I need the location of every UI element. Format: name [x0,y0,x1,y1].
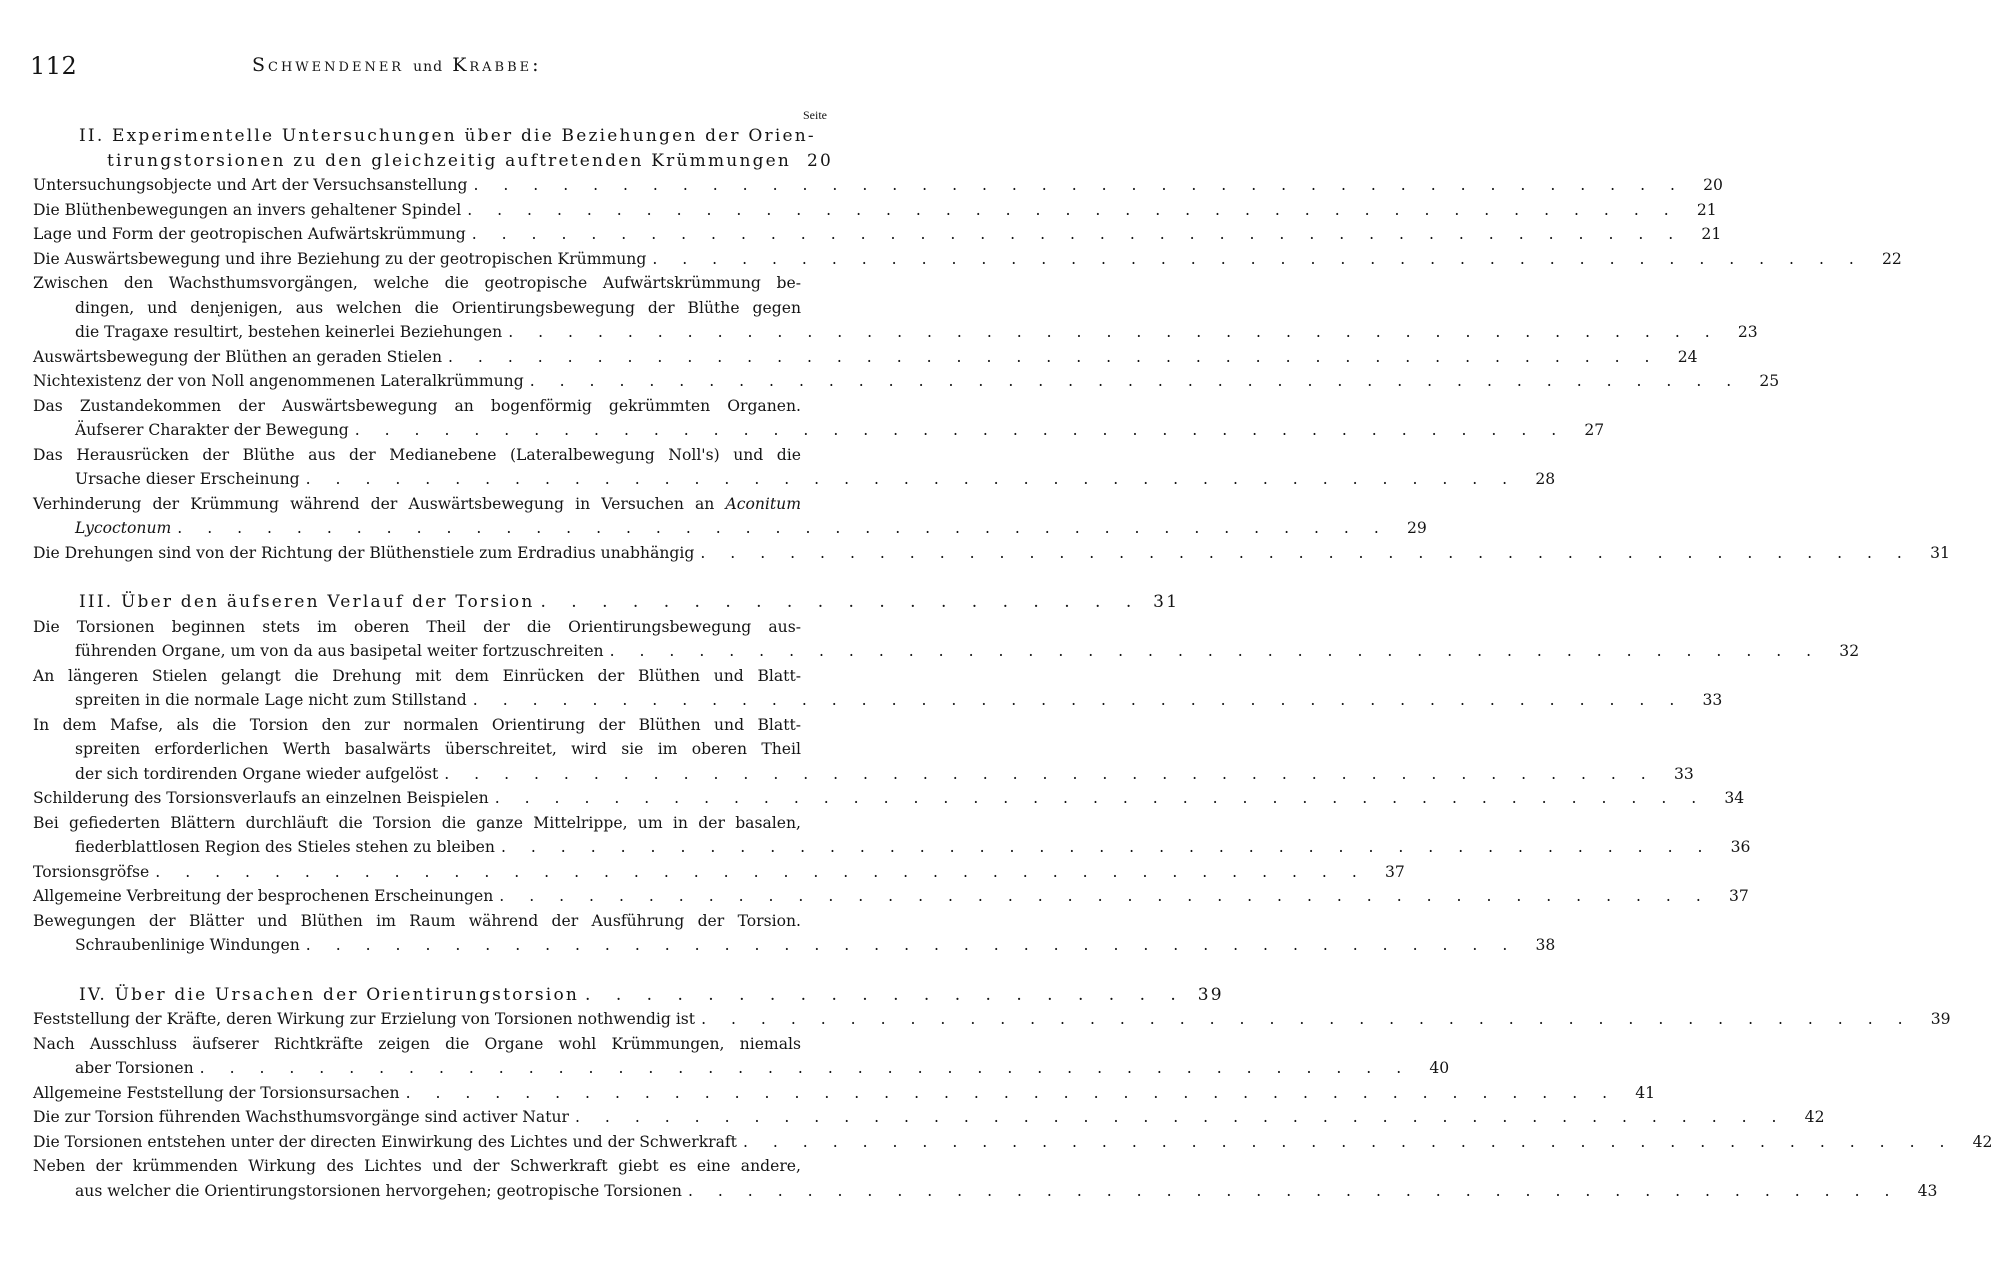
toc-entry-line [33,516,1427,541]
leader-dots: . . . . . . . . . . . . . . . . . . . . . . . . . . . . . . . . . . . . . . . . . [687,1181,1900,1200]
toc-entry-line [33,639,1860,664]
toc-entry-text: Bei gefiederten Blättern durchläuft die Torsion die ganze Mittelrippe, um in der basalen, [33,813,801,832]
leader-dots: . . . . . . . . . . . . . . . . . . . . . . . . . . . . . . . . . . . . . . . . . [199,1059,1412,1077]
toc-entry-text: aus welcher die Orientirungstorsionen hervorgehen; geotropische Torsionen [75,1181,682,1200]
section-heading-3 [33,590,1180,615]
toc-entry-page: 25 [1759,372,1780,390]
toc-entry-line [33,443,833,468]
toc-entry-line [33,467,1556,492]
toc-entry-line [33,664,833,689]
toc-entry-text: spreiten erforderlichen Werth basalwärts überschreitet, wird sie im oberen Theil [75,740,801,758]
leader-dots: . . . . . . . . . . . . . . . . . . . . . . . . . . . . . . . . . . . . . . . . . [494,789,1707,807]
leader-dots: . . . . . . . . . . . . . . . . . . . . . . . . . . . . . . . . . . . . . . . . . [701,1010,1913,1028]
toc-entry-line [33,296,833,321]
toc-entry-text: Bewegungen der Blätter und Blüthen im Raum während der Ausführung der Torsion. [33,911,801,930]
toc-entry-text: der sich tordirenden Organe wieder aufgelöst [75,764,439,783]
leader-dots: . . . . . . . . . . . . . . . . . . . . [540,592,1142,612]
toc-entry-line [33,1130,1992,1155]
toc-entry-line [33,884,1749,909]
leader-dots: . . . . . . . . . . . . . . . . . . . . . . . . . . . . . . . . . . . . . . . . . [652,249,1864,268]
leader-dots: . . . . . . . . . . . . . . . . . . . . . . . . . . . . . . . . . . . . . . . . . [305,470,1518,488]
running-head-und: und [413,59,444,75]
toc-entry-line [33,345,1698,370]
running-head [252,54,542,76]
toc-entry-page: 20 [1703,176,1723,194]
toc-entry-text: Lage und Form der geotropischen Aufwärtskrümmung [33,225,466,243]
toc-entry-text: Die Drehungen sind von der Richtung der Blüthenstiele zum Erdradius unabhängig [33,543,695,562]
toc-entry-text: Die Auswärtsbewegung und ihre Beziehung zu der geotropischen Krümmung [33,249,647,268]
toc-entry-line [33,835,1751,860]
running-head-author-b: Krabbe: [452,54,542,76]
toc-entry-line [33,247,1902,272]
toc-entry-text: Allgemeine Feststellung der Torsionsursachen [33,1083,400,1102]
toc-entry-page: 36 [1730,838,1751,856]
toc-entry-page: 41 [1635,1083,1656,1102]
section-gap [33,958,833,983]
toc-entry-line [33,320,1758,345]
toc-entry-text: An längeren Stielen gelangt die Drehung mit dem Einrücken der Blüthen und Blatt- [33,666,801,685]
leader-dots: . . . . . . . . . . . . . . . . . . . . . . . . . . . . . . . . . . . . . . . . . [575,1108,1787,1126]
toc-entry-text: aber Torsionen [75,1059,194,1077]
toc-entry-text: spreiten in die normale Lage nicht zum Stillstand [75,691,467,709]
toc-entry-text: Schilderung des Torsionsverlaufs an einzelnen Beispielen [33,789,489,807]
toc-entry-text: Untersuchungsobjecte und Art der Versuchsanstellung [33,176,468,194]
section-2-entries [33,173,1950,565]
toc-entry-page: 39 [1930,1010,1951,1028]
toc-entry-page: 37 [1728,887,1749,905]
toc-entry-line [33,713,833,738]
leader-dots: . . . . . . . . . . . . . . . . . . . . . . . . . . . . . . . . . . . . . . . . . [155,862,1367,881]
toc-entry-text: Allgemeine Verbreitung der besprochenen Erscheinungen [33,887,494,905]
toc-entry-line [33,173,1723,198]
toc-entry-page: 33 [1673,764,1694,783]
toc-entry-text: Das Zustandekommen der Auswärtsbewegung an bogenförmig gekrümmten Organen. [33,396,801,415]
toc-entry-line [33,1154,833,1179]
leader-dots: . . . . . . . . . . . . . . . . . . . . . . . . . . . . . . . . . . . . . . . . . [467,200,1679,219]
leader-dots: . . . . . . . . . . . . . . . . . . . . . . . . . . . . . . . . . . . . . . . . . [742,1132,1955,1151]
toc-entry-text: Das Herausrücken der Blüthe aus der Medianebene (Lateralbewegung Noll's) und die [33,445,801,464]
toc-entry-line [33,418,1605,443]
section-heading-4-text: IV. Über die Ursachen der Orientirungstorsion [79,984,580,1005]
toc-entry-page: 31 [1930,543,1950,562]
toc-entry-line [33,492,833,517]
toc-entry-text: In dem Mafse, als die Torsion den zur normalen Orientirung der Blüthen und Blatt- [33,715,801,734]
toc-entry-text: führenden Organe, um von da aus basipetal weiter fortzuschreiten [75,642,604,660]
leader-dots: . . . . . . . . . . . . . . . . . . . . . . . . . . . . . . . . . . . . . . . . . [473,176,1685,194]
toc-entry-line [33,762,1694,787]
toc-entry-line [33,1105,1825,1130]
toc-entry-line [33,541,1950,566]
leader-dots: . . . . . . . . . . . . . . . . . . . . . . . . . . . . . . . . . . . . . . . . . [354,421,1567,439]
toc-entry-text: Schraubenlinige Windungen [75,936,300,954]
toc-entry-page: 38 [1535,936,1556,954]
toc-entry-page: 21 [1696,200,1717,219]
toc-entry-text: Die Torsionen entstehen unter der directen Einwirkung des Lichtes und der Schwerkraft [33,1132,737,1151]
toc-entry-text: Torsionsgröfse [33,862,150,881]
leader-dots: . . . . . . . . . . . . . . . . . . . . . . . . . . . . . . . . . . . . . . . . . [471,225,1684,243]
section-heading-2-cont [33,149,833,174]
toc-entry-line [33,1056,1450,1081]
section-heading-2-page: 20 [806,150,833,171]
toc-entry-line [33,860,1405,885]
running-head-author-a: Schwendener [252,54,405,76]
toc-entry-text: Die Torsionen beginnen stets im oberen Theil der die Orientirungsbewegung aus- [33,617,801,636]
leader-dots: . . . . . . . . . . . . . . . . . . . . . . . . . . . . . . . . . . . . . . . . . [500,838,1713,856]
section-heading-2-line-2: tirungstorsionen zu den gleichzeitig auftretenden Krümmungen [107,150,792,171]
toc-entry-line [33,933,1556,958]
section-4-entries [33,1007,1992,1203]
leader-dots: . . . . . . . . . . . . . . . . . . . . [585,984,1186,1005]
leader-dots: . . . . . . . . . . . . . . . . . . . . . . . . . . . . . . . . . . . . . . . . . [472,691,1685,709]
section-heading-2-line-1: II. Experimentelle Untersuchungen über die Beziehungen der Orien- [79,126,816,146]
page-number: 112 [30,52,78,80]
section-heading-2 [33,124,833,149]
toc-entry-line [33,369,1780,394]
section-gap [33,565,833,590]
toc-entry-text: dingen, und denjenigen, aus welchen die Orientirungsbewegung der Blüthe gegen [75,298,801,317]
leader-dots: . . . . . . . . . . . . . . . . . . . . . . . . . . . . . . . . . . . . . . . . . [499,887,1711,905]
toc-entry-text: Auswärtsbewegung der Blüthen an geraden Stielen [33,347,443,366]
toc-entry-page: 40 [1429,1059,1450,1077]
toc-entry-line [33,1007,1951,1032]
toc-entry-page: 42 [1972,1132,1992,1151]
section-heading-4 [33,983,1224,1008]
toc-entry-page: 28 [1535,470,1556,488]
leader-dots: . . . . . . . . . . . . . . . . . . . . . . . . . . . . . . . . . . . . . . . . . [444,764,1656,783]
toc-entry-page: 33 [1702,691,1723,709]
toc-entry-page: 27 [1584,421,1605,439]
toc-entry-line [33,198,1717,223]
toc-entry-text: Neben der krümmenden Wirkung des Lichtes und der Schwerkraft giebt es eine andere, [33,1157,801,1175]
leader-dots: . . . . . . . . . . . . . . . . . . . . . . . . . . . . . . . . . . . . . . . . . [177,519,1389,537]
toc-entry-page: 24 [1677,347,1698,366]
toc-entry-text: Lycoctonum [75,519,172,537]
toc-entry-line [33,1179,1938,1204]
leader-dots: . . . . . . . . . . . . . . . . . . . . . . . . . . . . . . . . . . . . . . . . . [529,372,1742,390]
toc-entry-text: fiederblattlosen Region des Stieles stehen zu bleiben [75,838,495,856]
toc-entry-text: Nichtexistenz der von Noll angenommenen Lateralkrümmung [33,372,524,390]
toc-entry-line [33,909,833,934]
leader-dots: . . . . . . . . . . . . . . . . . . . . . . . . . . . . . . . . . . . . . . . . . [305,936,1518,954]
toc-entry-page: 22 [1882,249,1902,268]
toc-entry-line [33,222,1722,247]
toc-entry-line [33,394,833,419]
toc-entry-text: Zwischen den Wachsthumsvorgängen, welche die geotropische Aufwärtskrümmung be- [33,274,801,292]
section-heading-3-page: 31 [1153,592,1180,612]
toc-entry-line [33,786,1745,811]
toc-entry-page: 32 [1839,642,1860,660]
page-column-label: Seite [803,108,827,122]
toc-entry-page: 34 [1724,789,1745,807]
toc-entry-text: Nach Ausschluss äufserer Richtkräfte zeigen die Organe wohl Krümmungen, niemals [33,1034,801,1053]
toc-entry-text: Die Blüthenbewegungen an invers gehaltener Spindel [33,200,462,219]
toc-entry-page: 37 [1384,862,1405,881]
toc-entry-page: 29 [1406,519,1427,537]
toc-entry-line [33,615,833,640]
toc-entry-text: Ursache dieser Erscheinung [75,470,300,488]
section-3-entries [33,615,1860,958]
leader-dots: . . . . . . . . . . . . . . . . . . . . . . . . . . . . . . . . . . . . . . . . . [448,347,1660,366]
toc-entry-text: Die zur Torsion führenden Wachsthumsvorgänge sind activer Natur [33,1108,569,1126]
toc-entry-text: Feststellung der Kräfte, deren Wirkung zur Erzielung von Torsionen nothwendig ist [33,1010,696,1028]
section-heading-3-text: III. Über den äufseren Verlauf der Torsion [79,592,535,612]
leader-dots: . . . . . . . . . . . . . . . . . . . . . . . . . . . . . . . . . . . . . . . . . [508,323,1720,341]
toc-entry-line [33,1032,833,1057]
toc-entry-line [33,737,833,762]
section-heading-4-page: 39 [1197,984,1224,1005]
leader-dots: . . . . . . . . . . . . . . . . . . . . . . . . . . . . . . . . . . . . . . . . . [405,1083,1618,1102]
table-of-contents [33,124,1992,1203]
toc-entry-text: Äufserer Charakter der Bewegung [75,421,349,439]
toc-entry-line [33,1081,1656,1106]
toc-entry-page: 42 [1804,1108,1825,1126]
toc-entry-line [33,688,1723,713]
toc-entry-page: 23 [1737,323,1758,341]
toc-entry-line [33,811,833,836]
toc-entry-page: 21 [1701,225,1722,243]
leader-dots: . . . . . . . . . . . . . . . . . . . . . . . . . . . . . . . . . . . . . . . . . [700,543,1912,562]
toc-entry-page: 43 [1917,1181,1938,1200]
toc-entry-text: Verhinderung der Krümmung während der Auswärtsbewegung in Versuchen an Aconitum [33,494,801,513]
toc-entry-text: die Tragaxe resultirt, bestehen keinerlei Beziehungen [75,323,503,341]
toc-entry-line [33,271,833,296]
leader-dots: . . . . . . . . . . . . . . . . . . . . . . . . . . . . . . . . . . . . . . . . . [609,642,1822,660]
